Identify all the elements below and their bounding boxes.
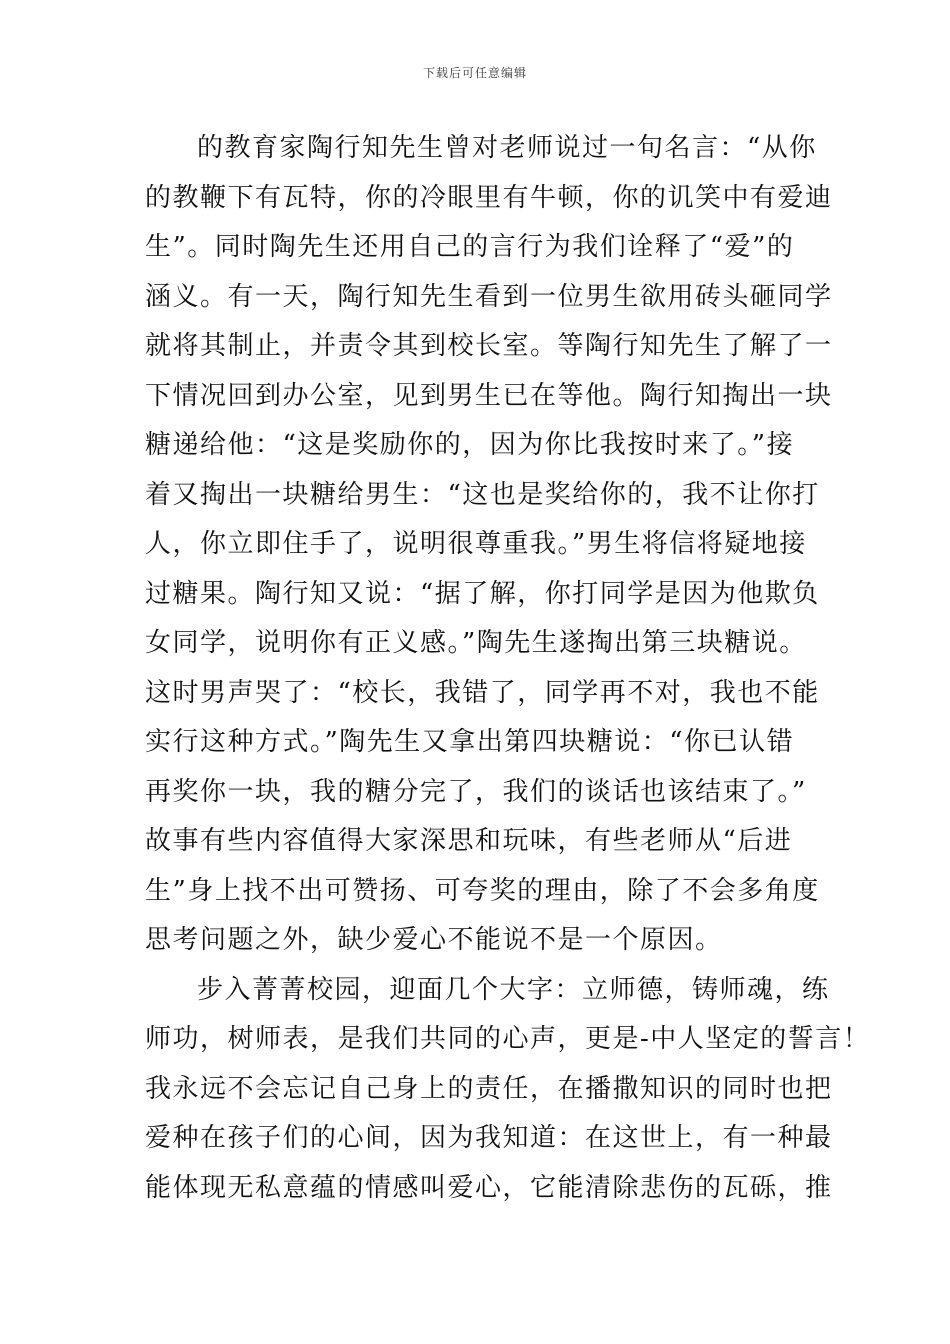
paragraph-1-line-8: 着又掏出一块糖给男生：“这也是奖给你的，我不让你打 xyxy=(145,479,820,510)
paragraph-1-line-16: 生”身上找不出可赞扬、可夸奖的理由，除了不会多角度 xyxy=(145,875,820,906)
document-body xyxy=(145,124,871,1213)
paragraph-2-line-3: 我永远不会忘记自己身上的责任，在播撒知识的同时也把 xyxy=(145,1073,833,1104)
paragraph-1-line-15: 故事有些内容值得大家深思和玩味，有些老师从“后进 xyxy=(145,826,793,856)
paragraph-1-line-6: 下情况回到办公室，见到男生已在等他。陶行知掏出一块 xyxy=(145,380,833,411)
paragraph-1-line-4: 涵义。有一天，陶行知先生看到一位男生欲用砖头砸同学 xyxy=(145,281,833,312)
paragraph-1-line-9: 人，你立即住手了，说明很尊重我。”男生将信将疑地接 xyxy=(145,529,807,559)
paragraph-2-line-1: 步入菁菁校园，迎面几个大字：立师德，铸师魂，练 xyxy=(197,974,830,1005)
paragraph-2-line-5: 能体现无私意蕴的情感叫爱心，它能清除悲伤的瓦砾，推 xyxy=(145,1172,833,1203)
page-header: 下载后可任意编辑 xyxy=(422,66,527,80)
paragraph-1-line-11: 女同学，说明你有正义感。”陶先生遂掏出第三块糖说。 xyxy=(145,628,807,658)
paragraph-1-line-10: 过糖果。陶行知又说：“据了解，你打同学是因为他欺负 xyxy=(145,578,820,609)
paragraph-1-line-7: 糖递给他：“这是奖励你的，因为你比我按时来了。”接 xyxy=(145,430,795,460)
paragraph-2-line-4: 爱种在孩子们的心间，因为我知道：在这世上，有一种最 xyxy=(145,1123,833,1153)
paragraph-1-line-17: 思考问题之外，缺少爱心不能说不是一个原因。 xyxy=(145,925,723,955)
paragraph-2-line-2: 师功，树师表，是我们共同的心声，更是-中人坚定的誓言！ xyxy=(145,1024,871,1054)
paragraph-1-line-14: 再奖你一块，我的糖分完了，我们的谈话也该结束了。” xyxy=(145,776,807,807)
paragraph-1-line-2: 的教鞭下有瓦特，你的冷眼里有牛顿，你的讥笑中有爱迪 xyxy=(145,182,833,213)
paragraph-1-line-1: 的教育家陶行知先生曾对老师说过一句名言：“从你 xyxy=(197,133,817,163)
paragraph-1-line-3: 生”。同时陶先生还用自己的言行为我们诠释了“爱”的 xyxy=(145,232,795,262)
paragraph-1-line-13: 实行这种方式。”陶先生又拿出第四块糖说：“你已认错 xyxy=(145,727,795,757)
paragraph-1-line-12: 这时男声哭了：“校长，我错了，同学再不对，我也不能 xyxy=(145,677,820,708)
paragraph-1-line-5: 就将其制止，并责令其到校长室。等陶行知先生了解了一 xyxy=(145,331,833,361)
